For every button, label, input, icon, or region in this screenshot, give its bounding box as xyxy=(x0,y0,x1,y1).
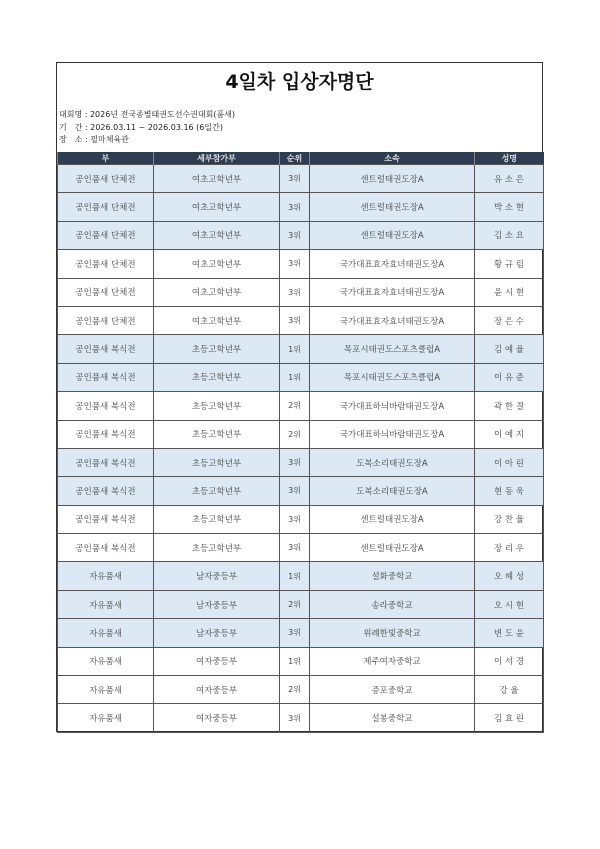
category-cell: 초등고학년부 xyxy=(154,477,280,505)
division-cell: 자유품새 xyxy=(58,676,154,704)
team-cell: 센트럴태권도장A xyxy=(310,193,475,221)
division-cell: 공인품새 단체전 xyxy=(58,250,154,278)
team-cell: 설봉중학교 xyxy=(310,704,475,732)
division-cell: 자유품새 xyxy=(58,647,154,675)
rank-cell: 1위 xyxy=(280,335,310,363)
rank-cell: 3위 xyxy=(280,278,310,306)
name-cell: 박 소 현 xyxy=(475,193,544,221)
table-row xyxy=(58,392,544,420)
division-cell: 공인품새 단체전 xyxy=(58,306,154,334)
team-cell: 센트럴태권도장A xyxy=(310,505,475,533)
name-cell: 유 소 은 xyxy=(475,165,544,193)
division-cell: 공인품새 복식전 xyxy=(58,363,154,391)
team-cell: 국가대표효자효녀태권도장A xyxy=(310,250,475,278)
rank-cell: 3위 xyxy=(280,250,310,278)
event-venue: 장 소 : 필마체육관 xyxy=(59,135,129,144)
category-cell: 여초고학년부 xyxy=(154,165,280,193)
rank-cell: 2위 xyxy=(280,590,310,618)
category-cell: 여자중등부 xyxy=(154,704,280,732)
name-cell: 오 혜 성 xyxy=(475,562,544,590)
table-row xyxy=(58,193,544,221)
name-cell: 이 예 지 xyxy=(475,420,544,448)
category-cell: 여자중등부 xyxy=(154,676,280,704)
name-cell: 윤 시 현 xyxy=(475,278,544,306)
table-row xyxy=(58,676,544,704)
table-row xyxy=(58,335,544,363)
rank-cell: 2위 xyxy=(280,676,310,704)
division-cell: 공인품새 복식전 xyxy=(58,335,154,363)
name-cell: 황 규 림 xyxy=(475,250,544,278)
name-cell: 변 도 윤 xyxy=(475,619,544,647)
team-cell: 센트럴태권도장A xyxy=(310,221,475,249)
rank-cell: 1위 xyxy=(280,562,310,590)
team-cell: 설화중학교 xyxy=(310,562,475,590)
rank-cell: 3위 xyxy=(280,165,310,193)
table-row xyxy=(58,562,544,590)
rank-cell: 1위 xyxy=(280,363,310,391)
division-cell: 공인품새 복식전 xyxy=(58,477,154,505)
table-row xyxy=(58,505,544,533)
team-cell: 센트럴태권도장A xyxy=(310,534,475,562)
header-name: 성명 xyxy=(475,152,544,165)
table-row xyxy=(58,165,544,193)
division-cell: 공인품새 단체전 xyxy=(58,165,154,193)
name-cell: 김 소 요 xyxy=(475,221,544,249)
rank-cell: 3위 xyxy=(280,221,310,249)
team-cell: 송라중학교 xyxy=(310,590,475,618)
category-cell: 남자중등부 xyxy=(154,590,280,618)
table-row xyxy=(58,306,544,334)
category-cell: 여초고학년부 xyxy=(154,193,280,221)
header-division: 부 xyxy=(58,152,154,165)
name-cell: 이 아 린 xyxy=(475,448,544,476)
rank-cell: 2위 xyxy=(280,420,310,448)
division-cell: 공인품새 복식전 xyxy=(58,534,154,562)
division-cell: 공인품새 복식전 xyxy=(58,420,154,448)
table-row xyxy=(58,363,544,391)
name-cell: 현 동 욱 xyxy=(475,477,544,505)
table-row xyxy=(58,448,544,476)
name-cell: 장 은 수 xyxy=(475,306,544,334)
team-cell: 위례한빛중학교 xyxy=(310,619,475,647)
team-cell: 도복소리태권도장A xyxy=(310,448,475,476)
category-cell: 초등고학년부 xyxy=(154,505,280,533)
category-cell: 여자중등부 xyxy=(154,647,280,675)
team-cell: 증포중학교 xyxy=(310,676,475,704)
table-row xyxy=(58,221,544,249)
table-row xyxy=(58,704,544,732)
name-cell: 김 예 율 xyxy=(475,335,544,363)
rank-cell: 3위 xyxy=(280,619,310,647)
category-cell: 여초고학년부 xyxy=(154,221,280,249)
team-cell: 국가대표하늬바람태권도장A xyxy=(310,392,475,420)
results-document xyxy=(56,62,543,732)
rank-cell: 3위 xyxy=(280,505,310,533)
team-cell: 국가대표효자효녀태권도장A xyxy=(310,306,475,334)
table-row xyxy=(58,619,544,647)
division-cell: 공인품새 복식전 xyxy=(58,505,154,533)
division-cell: 공인품새 단체전 xyxy=(58,193,154,221)
team-cell: 센트럴태권도장A xyxy=(310,165,475,193)
team-cell: 목포시태권도스포츠클럽A xyxy=(310,335,475,363)
rank-cell: 3위 xyxy=(280,477,310,505)
category-cell: 초등고학년부 xyxy=(154,392,280,420)
division-cell: 자유품새 xyxy=(58,704,154,732)
category-cell: 초등고학년부 xyxy=(154,335,280,363)
name-cell: 이 서 경 xyxy=(475,647,544,675)
category-cell: 남자중등부 xyxy=(154,562,280,590)
table-row xyxy=(58,590,544,618)
team-cell: 제주여자중학교 xyxy=(310,647,475,675)
table-row xyxy=(58,278,544,306)
results-table xyxy=(57,152,544,733)
event-period: 기 간 : 2026.03.11 ~ 2026.03.16 (6일간) xyxy=(59,123,223,132)
table-row xyxy=(58,250,544,278)
event-name: 대회명 : 2026년 전국종별태권도선수권대회(품새) xyxy=(59,110,236,119)
name-cell: 곽 한 결 xyxy=(475,392,544,420)
division-cell: 공인품새 복식전 xyxy=(58,392,154,420)
division-cell: 자유품새 xyxy=(58,562,154,590)
team-cell: 목포시태권도스포츠클럽A xyxy=(310,363,475,391)
rank-cell: 3위 xyxy=(280,306,310,334)
category-cell: 초등고학년부 xyxy=(154,534,280,562)
category-cell: 초등고학년부 xyxy=(154,420,280,448)
table-header-row xyxy=(58,152,544,165)
name-cell: 강 율 xyxy=(475,676,544,704)
division-cell: 공인품새 복식전 xyxy=(58,448,154,476)
table-row xyxy=(58,420,544,448)
category-cell: 남자중등부 xyxy=(154,619,280,647)
team-cell: 도복소리태권도장A xyxy=(310,477,475,505)
rank-cell: 1위 xyxy=(280,647,310,675)
rank-cell: 2위 xyxy=(280,392,310,420)
division-cell: 공인품새 단체전 xyxy=(58,278,154,306)
division-cell: 자유품새 xyxy=(58,619,154,647)
rank-cell: 3위 xyxy=(280,448,310,476)
category-cell: 여초고학년부 xyxy=(154,250,280,278)
category-cell: 여초고학년부 xyxy=(154,306,280,334)
team-cell: 국가대표효자효녀태권도장A xyxy=(310,278,475,306)
rank-cell: 3위 xyxy=(280,534,310,562)
category-cell: 초등고학년부 xyxy=(154,363,280,391)
header-rank: 순위 xyxy=(280,152,310,165)
rank-cell: 3위 xyxy=(280,704,310,732)
rank-cell: 3위 xyxy=(280,193,310,221)
name-cell: 오 시 현 xyxy=(475,590,544,618)
header-category: 세부참가부 xyxy=(154,152,280,165)
table-row xyxy=(58,647,544,675)
table-row xyxy=(58,534,544,562)
name-cell: 이 유 준 xyxy=(475,363,544,391)
category-cell: 여초고학년부 xyxy=(154,278,280,306)
category-cell: 초등고학년부 xyxy=(154,448,280,476)
header-team: 소속 xyxy=(310,152,475,165)
name-cell: 장 리 우 xyxy=(475,534,544,562)
division-cell: 자유품새 xyxy=(58,590,154,618)
page-title: 4일차 입상자명단 xyxy=(225,71,374,93)
name-cell: 강 찬 율 xyxy=(475,505,544,533)
division-cell: 공인품새 단체전 xyxy=(58,221,154,249)
table-row xyxy=(58,477,544,505)
name-cell: 김 효 린 xyxy=(475,704,544,732)
team-cell: 국가대표하늬바람태권도장A xyxy=(310,420,475,448)
